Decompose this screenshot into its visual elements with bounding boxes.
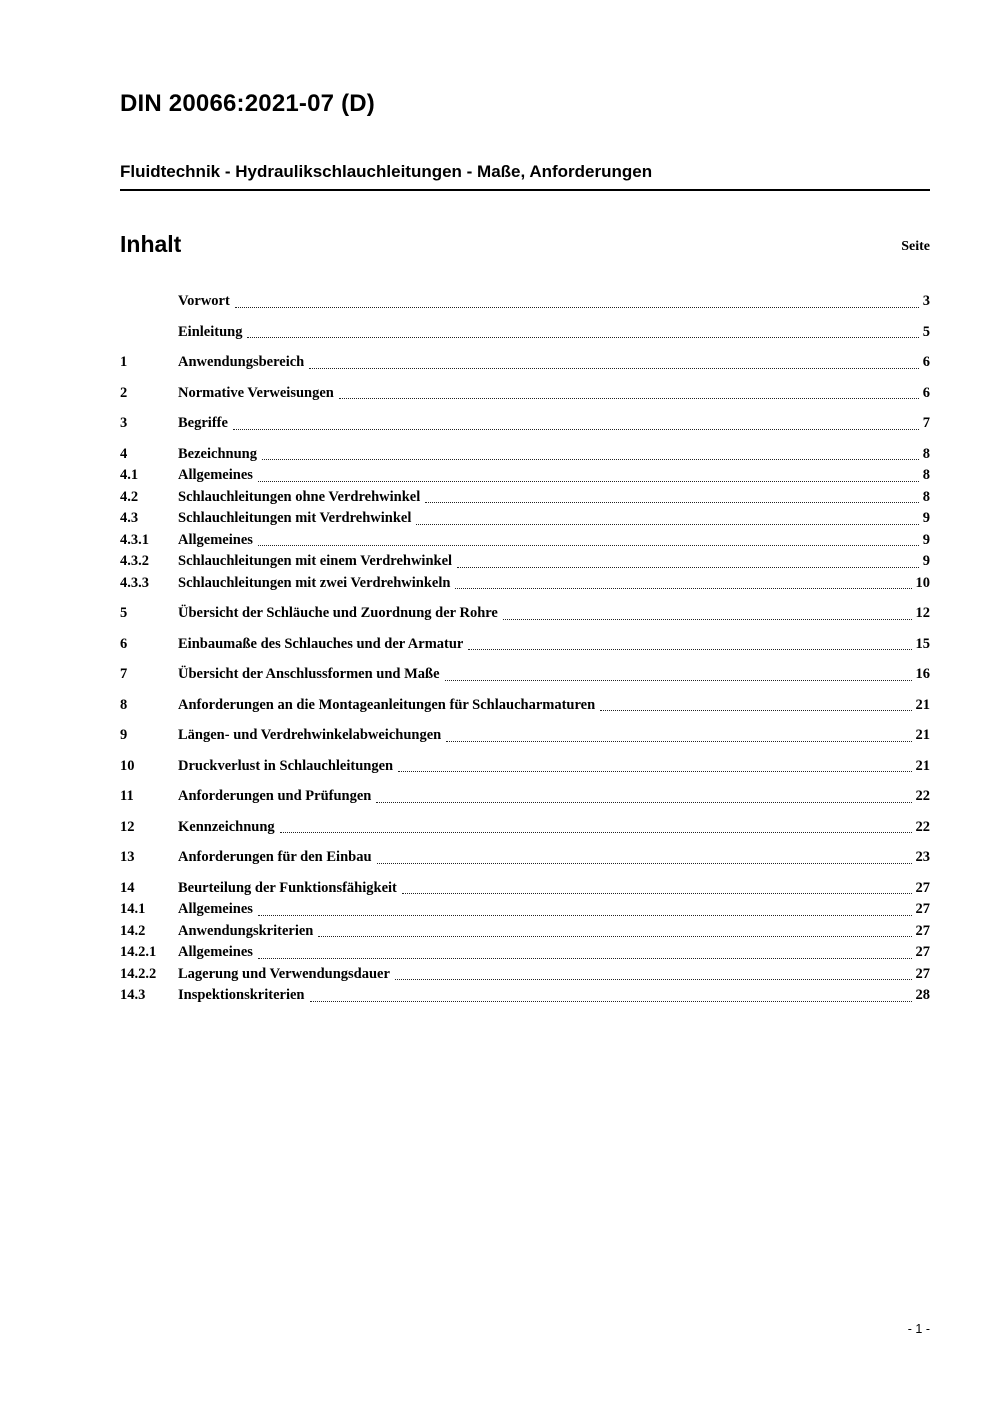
toc-entry-page: 9: [922, 531, 930, 548]
toc-entry-page: 27: [915, 901, 930, 917]
toc-entry-number: 4.2: [120, 488, 139, 505]
toc-entry-number: 4.1: [120, 467, 139, 483]
toc-dot-leader: [416, 524, 918, 525]
toc-heading: Inhalt: [120, 231, 182, 257]
toc-entry-title: Druckverlust in Schlauchleitungen: [178, 757, 394, 774]
toc-entry-number: 2: [120, 384, 128, 401]
toc-entry-number: 14.2: [120, 922, 146, 939]
toc-entry: [120, 465, 930, 486]
toc-entry-page: 21: [915, 757, 930, 774]
document-subtitle: Fluidtechnik - Hydraulikschlauchleitungen - Maße, Anforderungen: [120, 162, 653, 181]
toc-dot-leader: [280, 832, 912, 833]
toc-entry-page: 6: [922, 354, 930, 370]
toc-dot-leader: [262, 459, 919, 460]
toc-entry-title: Schlauchleitungen mit Verdrehwinkel: [178, 510, 412, 526]
toc-dot-leader: [339, 398, 919, 399]
toc-entry: [120, 725, 930, 746]
toc-entry: [120, 756, 930, 777]
toc-entry-number: 4.3.2: [120, 553, 149, 569]
toc-entry-number: 3: [120, 415, 128, 431]
document-id-title: DIN 20066:2021-07 (D): [120, 90, 375, 117]
toc-entry: [120, 413, 930, 434]
toc-entry-page: 7: [922, 415, 930, 431]
toc-dot-leader: [457, 567, 919, 568]
toc-entry: [120, 786, 930, 807]
toc-entry-title: Begriffe: [178, 415, 228, 431]
toc-entry: [120, 878, 930, 899]
toc-entry-page: 5: [922, 323, 930, 340]
toc-entry-title: Lagerung und Verwendungsdauer: [178, 965, 390, 982]
toc-dot-leader: [376, 802, 911, 803]
toc-entry-page: 16: [915, 666, 930, 682]
toc-entry: [120, 664, 930, 685]
toc-dot-leader: [235, 307, 919, 308]
toc-entry: [120, 573, 930, 594]
toc-entry-title: Allgemeines: [178, 901, 253, 917]
toc-dot-leader: [402, 893, 912, 894]
toc-entry-number: 12: [120, 818, 135, 835]
toc-entry: [120, 695, 930, 716]
toc-entry-title: Übersicht der Anschlussformen und Maße: [178, 666, 440, 682]
toc-entry-title: Allgemeines: [178, 467, 253, 483]
toc-entry-page: 22: [915, 818, 930, 835]
toc-dot-leader: [310, 1001, 912, 1002]
toc-header-row: [120, 231, 930, 258]
toc-dot-leader: [455, 588, 911, 589]
toc-page-column-label: Seite: [901, 239, 930, 254]
toc-entry-title: Beurteilung der Funktionsfähigkeit: [178, 879, 397, 896]
toc-entry-page: 9: [922, 553, 930, 569]
toc-entry: [120, 985, 930, 1006]
toc-entry: [120, 383, 930, 404]
page-number-footer: - 1 -: [907, 1322, 930, 1336]
toc-entry-number: 4.3: [120, 510, 139, 526]
toc-entry: [120, 322, 930, 343]
toc-entry-title: Schlauchleitungen ohne Verdrehwinkel: [178, 488, 421, 505]
toc-entry-page: 3: [922, 293, 930, 309]
toc-dot-leader: [600, 710, 911, 711]
toc-entry-number: 14.3: [120, 987, 146, 1003]
toc-dot-leader: [258, 481, 919, 482]
toc-entry-title: Inspektionskriterien: [178, 987, 305, 1003]
toc-dot-leader: [318, 936, 911, 937]
toc-list: [120, 291, 930, 1006]
toc-entry-title: Einbaumaße des Schlauches und der Armatur: [178, 635, 464, 652]
page-content: [120, 0, 930, 1006]
toc-entry-number: 1: [120, 354, 128, 370]
toc-entry-page: 28: [915, 987, 930, 1003]
toc-entry-page: 6: [922, 384, 930, 401]
toc-entry-title: Bezeichnung: [178, 445, 257, 462]
toc-entry: [120, 899, 930, 920]
toc-dot-leader: [503, 619, 912, 620]
toc-entry-number: 9: [120, 727, 128, 743]
toc-dot-leader: [445, 680, 912, 681]
toc-entry-title: Kennzeichnung: [178, 818, 275, 835]
toc-entry-page: 10: [915, 574, 930, 591]
toc-entry-number: 8: [120, 696, 128, 713]
toc-dot-leader: [425, 502, 918, 503]
toc-entry-number: 14.1: [120, 901, 146, 917]
toc-dot-leader: [258, 545, 919, 546]
toc-entry-page: 27: [915, 944, 930, 960]
toc-entry-page: 27: [915, 965, 930, 982]
toc-entry-title: Normative Verweisungen: [178, 384, 334, 401]
toc-entry-title: Anwendungskriterien: [178, 922, 314, 939]
toc-entry-number: 4: [120, 445, 128, 462]
toc-entry-title: Schlauchleitungen mit einem Verdrehwinkel: [178, 553, 453, 569]
toc-entry: [120, 817, 930, 838]
toc-entry-title: Anwendungsbereich: [178, 354, 305, 370]
toc-entry-number: 4.3.3: [120, 574, 149, 591]
toc-entry-title: Längen- und Verdrehwinkelabweichungen: [178, 727, 442, 743]
toc-entry: [120, 487, 930, 508]
toc-dot-leader: [258, 915, 912, 916]
toc-entry: [120, 634, 930, 655]
toc-entry: [120, 847, 930, 868]
toc-entry-page: 8: [922, 445, 930, 462]
toc-entry-page: 22: [915, 788, 930, 804]
toc-dot-leader: [247, 337, 918, 338]
toc-dot-leader: [395, 979, 912, 980]
document-subtitle-block: [120, 162, 930, 191]
toc-entry-title: Vorwort: [178, 293, 230, 309]
toc-dot-leader: [468, 649, 911, 650]
toc-entry-number: 4.3.1: [120, 531, 149, 548]
toc-dot-leader: [377, 863, 912, 864]
toc-entry-title: Schlauchleitungen mit zwei Verdrehwinkeln: [178, 574, 451, 591]
toc-entry: [120, 603, 930, 624]
toc-entry-number: 5: [120, 605, 128, 621]
toc-entry-page: 23: [915, 849, 930, 865]
toc-entry-title: Übersicht der Schläuche und Zuordnung der Rohre: [178, 605, 498, 621]
toc-entry-title: Allgemeines: [178, 944, 253, 960]
toc-entry: [120, 530, 930, 551]
toc-entry-title: Anforderungen an die Montageanleitungen für Schlaucharmaturen: [178, 696, 596, 713]
toc-entry-number: 6: [120, 635, 128, 652]
toc-entry: [120, 508, 930, 529]
toc-entry-title: Anforderungen und Prüfungen: [178, 788, 372, 804]
toc-entry-number: 13: [120, 849, 135, 865]
toc-entry-page: 21: [915, 727, 930, 743]
toc-entry-page: 8: [922, 467, 930, 483]
toc-entry: [120, 551, 930, 572]
toc-entry-number: 14.2.2: [120, 965, 157, 982]
toc-entry-title: Einleitung: [178, 323, 243, 340]
toc-entry-title: Allgemeines: [178, 531, 253, 548]
toc-entry-page: 9: [922, 510, 930, 526]
toc-entry-page: 21: [915, 696, 930, 713]
toc-entry-number: 7: [120, 666, 128, 682]
toc-entry-page: 15: [915, 635, 930, 652]
toc-entry-title: Anforderungen für den Einbau: [178, 849, 372, 865]
toc-entry: [120, 964, 930, 985]
toc-entry: [120, 444, 930, 465]
toc-entry-number: 14.2.1: [120, 944, 157, 960]
toc-entry-number: 10: [120, 757, 135, 774]
toc-entry: [120, 291, 930, 312]
toc-entry-page: 12: [915, 605, 930, 621]
toc-entry: [120, 921, 930, 942]
toc-dot-leader: [258, 958, 912, 959]
toc-dot-leader: [398, 771, 911, 772]
toc-entry-page: 27: [915, 879, 930, 896]
toc-dot-leader: [446, 741, 911, 742]
toc-dot-leader: [309, 368, 919, 369]
toc-entry-number: 11: [120, 788, 134, 804]
toc-entry: [120, 352, 930, 373]
toc-entry-number: 14: [120, 879, 135, 896]
toc-entry: [120, 942, 930, 963]
toc-entry-page: 27: [915, 922, 930, 939]
toc-dot-leader: [233, 429, 919, 430]
toc-entry-page: 8: [922, 488, 930, 505]
